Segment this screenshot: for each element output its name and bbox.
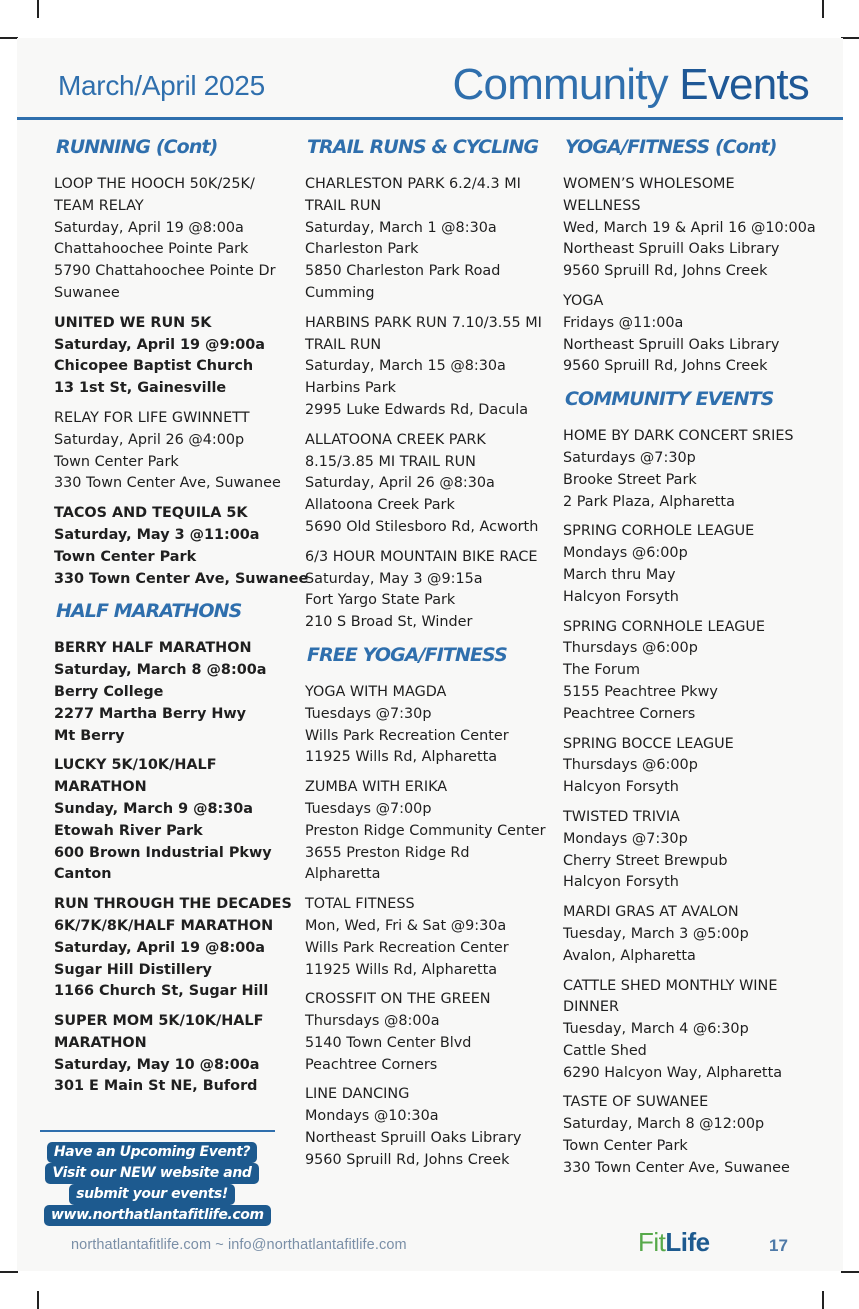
event-detail: Cattle Shed <box>563 1042 647 1059</box>
event-detail: 3655 Preston Ridge Rd <box>305 844 470 861</box>
event-detail: Suwanee <box>54 284 120 301</box>
promo-line: Visit our NEW website and <box>45 1163 258 1184</box>
event-detail: Saturday, March 8 @12:00p <box>563 1116 765 1133</box>
crop-mark <box>0 1271 18 1273</box>
event-detail: Etowah River Park <box>54 822 203 839</box>
event-listing <box>563 976 833 1085</box>
event-title: TOTAL FITNESS <box>305 896 415 913</box>
crop-mark <box>841 37 859 39</box>
event-detail: Wills Park Recreation Center <box>305 727 509 744</box>
event-detail: 1166 Church St, Sugar Hill <box>54 983 269 1000</box>
event-detail: 5140 Town Center Blvd <box>305 1034 472 1051</box>
event-listing <box>563 291 833 378</box>
event-detail: 5155 Peachtree Pkwy <box>563 683 718 700</box>
event-detail: 8.15/3.85 MI TRAIL RUN <box>305 453 476 470</box>
event-title: CROSSFIT ON THE GREEN <box>305 991 491 1008</box>
event-listing <box>305 313 557 422</box>
event-detail: Town Center Park <box>54 453 179 470</box>
event-detail: TRAIL RUN <box>305 197 382 214</box>
event-detail: Peachtree Corners <box>563 705 696 722</box>
crop-mark <box>822 0 824 18</box>
event-listing <box>305 430 557 539</box>
event-title: BERRY HALF MARATHON <box>54 640 252 657</box>
event-detail: Northeast Spruill Oaks Library <box>305 1130 522 1147</box>
event-title: HOME BY DARK CONCERT SRIES <box>563 428 794 445</box>
event-detail: Tuesdays @7:30p <box>305 705 432 722</box>
event-detail: Charleston Park <box>305 241 419 258</box>
event-detail: TEAM RELAY <box>54 197 144 214</box>
event-detail: Thursdays @6:00p <box>563 640 698 657</box>
fitlife-logo <box>638 1227 710 1258</box>
event-title: SPRING CORHOLE LEAGUE <box>563 523 755 540</box>
event-title: SPRING BOCCE LEAGUE <box>563 735 734 752</box>
event-title: 6/3 HOUR MOUNTAIN BIKE RACE <box>305 548 538 565</box>
event-detail: Fridays @11:00a <box>563 314 684 331</box>
footer-contact[interactable]: northatlantafitlife.com ~ info@northatlantafitlife.com <box>71 1237 407 1253</box>
event-detail: 11925 Wills Rd, Alpharetta <box>305 749 498 766</box>
event-detail: MARATHON <box>54 1034 147 1051</box>
event-detail: Mt Berry <box>54 727 125 744</box>
section-heading-yoga-fitness-cont: YOGA/FITNESS (Cont) <box>565 136 777 158</box>
event-detail: 5790 Chattahoochee Pointe Dr <box>54 263 276 280</box>
event-listing <box>305 777 557 886</box>
event-detail: 9560 Spruill Rd, Johns Creek <box>563 358 768 375</box>
event-detail: Saturday, April 19 @8:00a <box>54 219 244 236</box>
event-detail: Canton <box>54 866 112 883</box>
event-title: SUPER MOM 5K/10K/HALF <box>54 1013 264 1030</box>
event-detail: Cherry Street Brewpub <box>563 852 728 869</box>
event-listing <box>305 1084 557 1171</box>
event-detail: Tuesday, March 4 @6:30p <box>563 1021 749 1038</box>
event-detail: Mondays @7:30p <box>563 830 688 847</box>
event-detail: 330 Town Center Ave, Suwanee <box>54 475 281 492</box>
event-detail: Town Center Park <box>54 548 197 565</box>
section-heading-half-marathons: HALF MARATHONS <box>56 600 242 623</box>
event-listing <box>563 174 833 283</box>
event-detail: Saturday, April 26 @8:30a <box>305 475 495 492</box>
event-detail: Saturday, March 8 @8:00a <box>54 662 267 679</box>
event-detail: 2 Park Plaza, Alpharetta <box>563 493 735 510</box>
event-detail: TRAIL RUN <box>305 336 382 353</box>
event-listing <box>54 313 302 400</box>
event-listing <box>54 638 302 747</box>
event-listing <box>305 894 557 981</box>
event-detail: Mondays @6:00p <box>563 545 688 562</box>
event-detail: Thursdays @6:00p <box>563 757 698 774</box>
event-listing <box>305 174 557 305</box>
event-detail: 2277 Martha Berry Hwy <box>54 705 247 722</box>
event-detail: Sunday, March 9 @8:30a <box>54 800 253 817</box>
event-title: UNITED WE RUN 5K <box>54 314 212 331</box>
event-detail: 11925 Wills Rd, Alpharetta <box>305 961 498 978</box>
event-detail: Preston Ridge Community Center <box>305 822 546 839</box>
event-detail: Sugar Hill Distillery <box>54 961 212 978</box>
logo-part2: Life <box>665 1227 710 1257</box>
event-detail: Tuesday, March 3 @5:00p <box>563 925 749 942</box>
page-title-part2: Events <box>679 60 809 109</box>
header-divider <box>17 117 843 120</box>
section-heading-free-yoga-fitness: FREE YOGA/FITNESS <box>307 643 507 666</box>
event-title: TWISTED TRIVIA <box>563 808 680 825</box>
event-title: WOMEN’S WHOLESOME <box>563 176 735 192</box>
event-detail: Saturday, March 1 @8:30a <box>305 219 497 236</box>
event-detail: Northeast Spruill Oaks Library <box>563 241 780 258</box>
event-title: YOGA WITH MAGDA <box>305 683 447 700</box>
event-title: CHARLESTON PARK 6.2/4.3 MI <box>305 176 521 192</box>
column-1 <box>54 134 309 1106</box>
event-detail: Saturday, April 19 @9:00a <box>54 336 265 353</box>
crop-mark <box>841 1271 859 1273</box>
event-listing <box>563 902 833 967</box>
issue-date: March/April 2025 <box>58 70 265 101</box>
event-title: MARDI GRAS AT AVALON <box>563 904 739 921</box>
event-detail: Brooke Street Park <box>563 471 697 488</box>
event-listing <box>305 682 557 769</box>
event-detail: Northeast Spruill Oaks Library <box>563 336 780 353</box>
event-detail: DINNER <box>563 999 619 1016</box>
event-detail: 330 Town Center Ave, Suwanee <box>563 1159 790 1176</box>
event-detail: WELLNESS <box>563 197 641 214</box>
event-title: YOGA <box>563 292 604 309</box>
event-detail: Berry College <box>54 683 164 700</box>
event-detail: Wills Park Recreation Center <box>305 939 509 956</box>
crop-mark <box>0 37 18 39</box>
event-detail: 2995 Luke Edwards Rd, Dacula <box>305 401 529 418</box>
event-listing <box>54 408 302 495</box>
event-detail: Saturday, May 3 @11:00a <box>54 526 260 543</box>
event-title: HARBINS PARK RUN 7.10/3.55 MI <box>305 314 542 331</box>
crop-mark <box>822 1291 824 1309</box>
event-detail: 9560 Spruill Rd, Johns Creek <box>305 1151 510 1168</box>
event-title: ZUMBA WITH ERIKA <box>305 779 448 796</box>
event-detail: 600 Brown Industrial Pkwy <box>54 844 272 861</box>
event-detail: 6290 Halcyon Way, Alpharetta <box>563 1064 783 1081</box>
promo-line: submit your events! <box>69 1184 235 1205</box>
event-title: SPRING CORNHOLE LEAGUE <box>563 618 765 635</box>
event-title: RELAY FOR LIFE GWINNETT <box>54 409 250 426</box>
event-detail: 301 E Main St NE, Buford <box>54 1078 258 1095</box>
promo-website-link[interactable]: www.northatlantafitlife.com <box>44 1205 271 1226</box>
event-listing <box>563 426 833 513</box>
event-detail: Chicopee Baptist Church <box>54 358 254 375</box>
event-title: TACOS AND TEQUILA 5K <box>54 505 248 522</box>
event-title: CATTLE SHED MONTHLY WINE <box>563 977 778 994</box>
section-heading-community-events: COMMUNITY EVENTS <box>565 388 774 411</box>
event-detail: Saturday, May 10 @8:00a <box>54 1056 260 1073</box>
event-listing <box>305 547 557 634</box>
crop-mark <box>37 0 39 18</box>
event-detail: Saturday, March 15 @8:30a <box>305 358 506 375</box>
event-detail: Chattahoochee Pointe Park <box>54 241 249 258</box>
event-listing <box>563 807 833 894</box>
event-detail: Wed, March 19 & April 16 @10:00a <box>563 219 816 236</box>
event-detail: 13 1st St, Gainesville <box>54 380 227 397</box>
event-detail: 330 Town Center Ave, Suwanee <box>54 570 309 587</box>
event-listing <box>54 755 302 886</box>
column-2 <box>305 134 557 1180</box>
event-detail: Mon, Wed, Fri & Sat @9:30a <box>305 917 507 934</box>
event-listing <box>563 1092 833 1179</box>
event-detail: Mondays @10:30a <box>305 1108 439 1125</box>
event-title: LUCKY 5K/10K/HALF <box>54 757 217 774</box>
event-detail: Halcyon Forsyth <box>563 779 679 796</box>
event-detail: Town Center Park <box>563 1138 688 1155</box>
event-detail: Harbins Park <box>305 380 396 397</box>
event-listing <box>54 174 302 305</box>
event-detail: Fort Yargo State Park <box>305 592 456 609</box>
event-detail: Cumming <box>305 284 375 301</box>
event-title: LINE DANCING <box>305 1086 410 1103</box>
page-title-part1: Community <box>452 60 668 109</box>
page-number: 17 <box>769 1236 788 1255</box>
event-detail: Saturday, April 19 @8:00a <box>54 939 265 956</box>
event-detail: The Forum <box>563 662 640 679</box>
promo-divider <box>40 1130 275 1132</box>
event-detail: 5690 Old Stilesboro Rd, Acworth <box>305 518 539 535</box>
crop-mark <box>37 1291 39 1309</box>
event-detail: Halcyon Forsyth <box>563 588 679 605</box>
event-detail: Halcyon Forsyth <box>563 874 679 891</box>
event-detail: Thursdays @8:00a <box>305 1013 440 1030</box>
event-listing <box>305 989 557 1076</box>
event-detail: Allatoona Creek Park <box>305 497 455 514</box>
event-listing <box>54 1011 302 1098</box>
event-detail: Saturday, May 3 @9:15a <box>305 570 483 587</box>
logo-part1: Fit <box>638 1227 666 1257</box>
promo-callout[interactable] <box>44 1142 264 1226</box>
event-detail: Alpharetta <box>305 866 381 883</box>
event-title: LOOP THE HOOCH 50K/25K/ <box>54 176 255 192</box>
section-heading-running-cont: RUNNING (Cont) <box>56 136 218 158</box>
event-detail: Saturday, April 26 @4:00p <box>54 431 245 448</box>
event-detail: Saturdays @7:30p <box>563 449 696 466</box>
event-listing <box>563 617 833 726</box>
event-detail: Peachtree Corners <box>305 1056 438 1073</box>
event-listing <box>54 894 302 1003</box>
event-detail: Tuesdays @7:00p <box>305 800 432 817</box>
event-title: ALLATOONA CREEK PARK <box>305 431 486 448</box>
promo-line: Have an Upcoming Event? <box>47 1142 257 1163</box>
event-detail: 5850 Charleston Park Road <box>305 263 501 280</box>
event-title: RUN THROUGH THE DECADES <box>54 896 292 913</box>
event-listing <box>563 521 833 608</box>
event-detail: MARATHON <box>54 779 147 796</box>
page-title <box>453 60 809 110</box>
event-detail: 9560 Spruill Rd, Johns Creek <box>563 263 768 280</box>
event-detail: 210 S Broad St, Winder <box>305 614 473 631</box>
event-listing <box>563 734 833 799</box>
event-detail: 6K/7K/8K/HALF MARATHON <box>54 917 274 934</box>
event-listing <box>54 503 309 590</box>
column-3 <box>563 134 833 1188</box>
section-heading-trail-runs-cycling: TRAIL RUNS & CYCLING <box>307 136 539 158</box>
event-title: TASTE OF SUWANEE <box>563 1094 709 1111</box>
event-detail: Avalon, Alpharetta <box>563 947 696 964</box>
event-detail: March thru May <box>563 566 676 583</box>
